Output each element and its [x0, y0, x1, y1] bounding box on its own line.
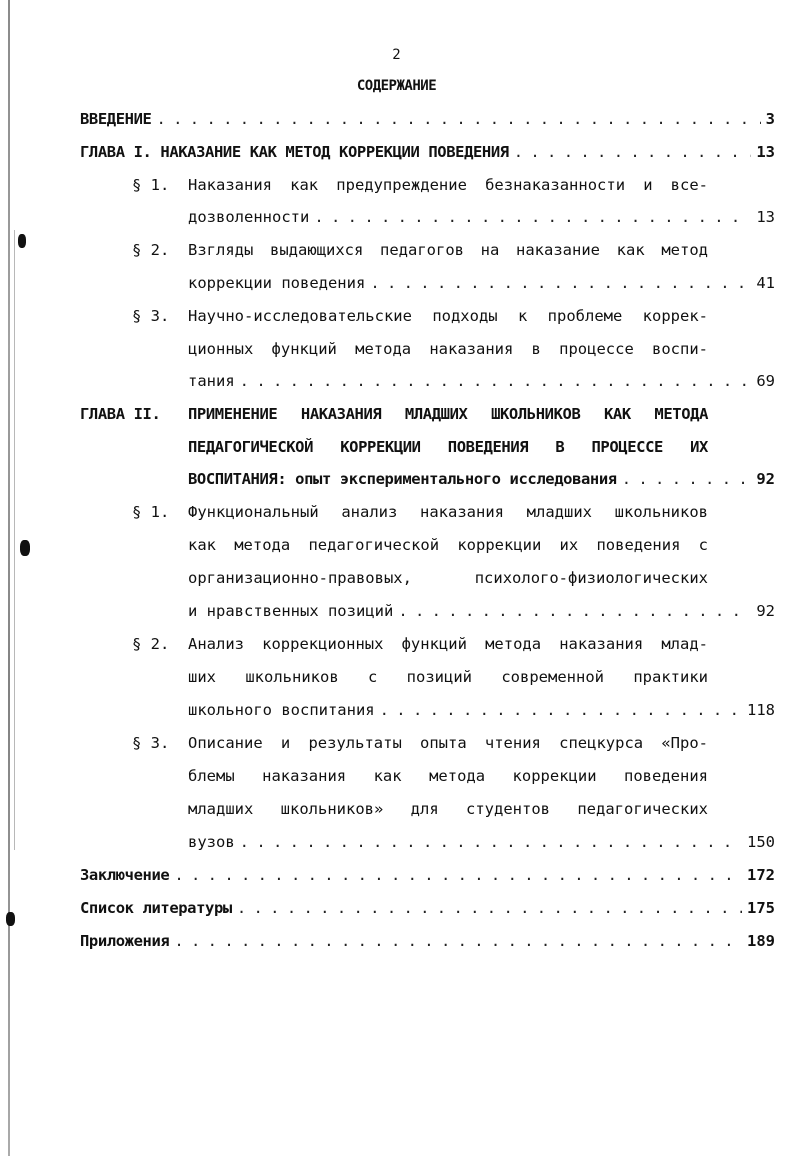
- toc-entry-label: школьного воспитания: [188, 701, 375, 719]
- toc-entry-page: 189: [747, 932, 775, 950]
- toc-title: СОДЕРЖАНИЕ: [356, 78, 437, 94]
- dot-leader: [240, 372, 752, 390]
- section-text-line: как метода педагогической коррекции их поведения с: [188, 536, 708, 554]
- toc-entry-conclusion[interactable]: [80, 866, 775, 884]
- dot-leader: [174, 932, 742, 950]
- toc-entry-label: вузов: [188, 833, 235, 851]
- section-text-line: ционных функций метода наказания в процессе воспи-: [188, 340, 708, 358]
- dot-leader: [237, 899, 742, 917]
- section-text-line: Функциональный анализ наказания младших школьников: [188, 503, 708, 521]
- section-mark: § 2.: [132, 241, 170, 259]
- toc-entry-label: ВВЕДЕНИЕ: [80, 110, 152, 128]
- toc-entry-ch1-s3[interactable]: [188, 372, 775, 390]
- toc-entry-page: 41: [756, 274, 775, 292]
- section-text-line: ших школьников с позиций современной практики: [188, 668, 708, 686]
- toc-entry-ch2-s3[interactable]: [188, 833, 775, 851]
- scan-binding-edge: [8, 0, 10, 1156]
- section-mark: § 3.: [132, 307, 170, 325]
- chapter-2-label: ГЛАВА II.: [80, 405, 161, 423]
- section-text-line: младших школьников» для студентов педагогических: [188, 800, 708, 818]
- toc-entry-ch2-s1[interactable]: [188, 602, 775, 620]
- toc-entry-label: Список литературы: [80, 899, 232, 917]
- section-text-line: Научно-исследовательские подходы к проблеме коррек-: [188, 307, 708, 325]
- section-text-line: организационно-правовых, психолого-физиологических: [188, 569, 708, 587]
- toc-entry-page: 118: [747, 701, 775, 719]
- scan-binding-edge-inner: [14, 230, 15, 850]
- toc-entry-bibliography[interactable]: [80, 899, 775, 917]
- toc-entry-label: Приложения: [80, 932, 170, 950]
- scan-blot: [6, 912, 15, 926]
- toc-entry-page: 150: [747, 833, 775, 851]
- toc-entry-page: 13: [756, 143, 775, 161]
- dot-leader: [398, 602, 751, 620]
- toc-entry-label: тания: [188, 372, 235, 390]
- toc-entry-appendices[interactable]: [80, 932, 775, 950]
- section-text-line: Взгляды выдающихся педагогов на наказание как метод: [188, 241, 708, 259]
- toc-entry-page: 92: [756, 602, 775, 620]
- toc-entry-label: коррекции поведения: [188, 274, 366, 292]
- section-mark: § 1.: [132, 503, 170, 521]
- chapter-2-title-line: ПЕДАГОГИЧЕСКОЙ КОРРЕКЦИИ ПОВЕДЕНИЯ В ПРОЦЕССЕ ИХ: [188, 438, 708, 456]
- dot-leader: [622, 470, 752, 488]
- toc-entry-label: дозволенности: [188, 208, 310, 226]
- section-text-line: Анализ коррекционных функций метода наказания млад-: [188, 635, 708, 653]
- scan-blot: [20, 540, 30, 556]
- section-text-line: Описание и результаты опыта чтения спецкурса «Про-: [188, 734, 708, 752]
- toc-entry-page: 172: [747, 866, 775, 884]
- toc-entry-intro[interactable]: [80, 110, 775, 128]
- toc-entry-page: 175: [747, 899, 775, 917]
- dot-leader: [380, 701, 742, 719]
- page-number: 2: [392, 47, 401, 63]
- toc-entry-ch2-s2[interactable]: [188, 701, 775, 719]
- toc-entry-chapter-1[interactable]: [80, 143, 775, 161]
- dot-leader: [314, 208, 751, 226]
- section-mark: § 3.: [132, 734, 170, 752]
- scan-blot: [18, 234, 26, 248]
- toc-entry-label: ГЛАВА I. НАКАЗАНИЕ КАК МЕТОД КОРРЕКЦИИ ПОВЕДЕНИЯ: [80, 143, 509, 161]
- toc-entry-label: и нравственных позиций: [188, 602, 394, 620]
- dot-leader: [370, 274, 751, 292]
- toc-entry-label: ВОСПИТАНИЯ: опыт экспериментального исследования: [188, 470, 617, 488]
- section-mark: § 2.: [132, 635, 170, 653]
- toc-entry-page: 13: [756, 208, 775, 226]
- section-text-line: блемы наказания как метода коррекции поведения: [188, 767, 708, 785]
- toc-entry-ch1-s1[interactable]: [188, 208, 775, 226]
- section-text-line: Наказания как предупреждение безнаказанности и все-: [188, 176, 708, 194]
- section-mark: § 1.: [132, 176, 170, 194]
- chapter-2-title-line: ПРИМЕНЕНИЕ НАКАЗАНИЯ МЛАДШИХ ШКОЛЬНИКОВ КАК МЕТОДА: [188, 405, 708, 423]
- dot-leader: [514, 143, 752, 161]
- dot-leader: [240, 833, 742, 851]
- toc-entry-page: 3: [765, 110, 775, 128]
- toc-entry-ch1-s2[interactable]: [188, 274, 775, 292]
- toc-entry-chapter-2[interactable]: [188, 470, 775, 488]
- dot-leader: [174, 866, 742, 884]
- toc-entry-page: 69: [756, 372, 775, 390]
- toc-entry-page: 92: [756, 470, 775, 488]
- toc-entry-label: Заключение: [80, 866, 170, 884]
- dot-leader: [156, 110, 760, 128]
